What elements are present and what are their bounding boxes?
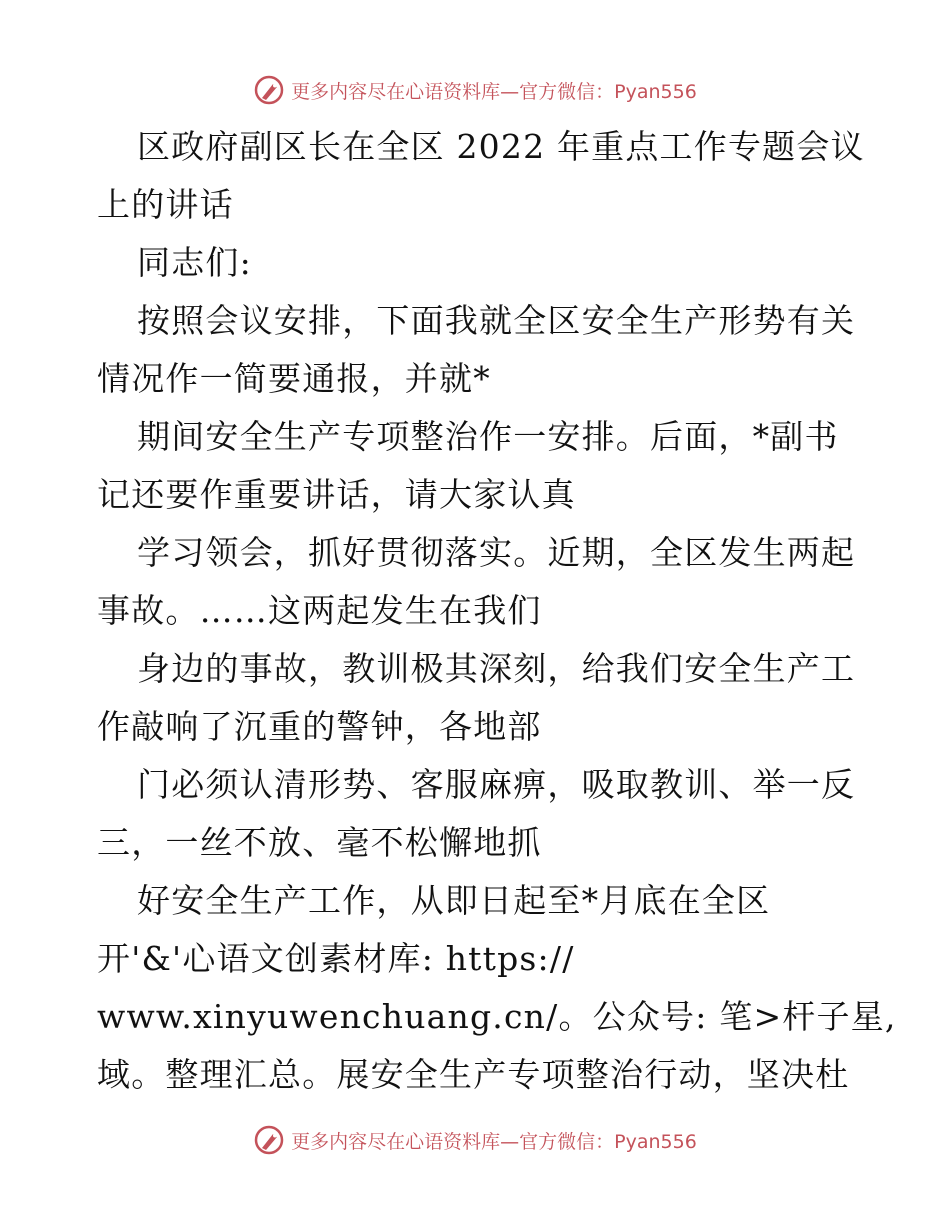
paragraph-line: 学习领会，抓好贯彻落实。近期，全区发生两起 bbox=[137, 533, 856, 572]
paragraph-line: 情况作一简要通报，并就* bbox=[97, 359, 491, 398]
title-line-2: 上的讲话 bbox=[97, 185, 234, 224]
pen-logo-icon bbox=[253, 1124, 285, 1156]
paragraph-line: 身边的事故，教训极其深刻，给我们安全生产工 bbox=[137, 649, 856, 688]
paragraph-line: 域。整理汇总。展安全生产专项整治行动，坚决杜 bbox=[97, 1055, 850, 1094]
paragraph-line: 三，一丝不放、毫不松懈地抓 bbox=[97, 823, 542, 862]
paragraph-line: 按照会议安排，下面我就全区安全生产形势有关 bbox=[137, 301, 856, 340]
header-banner-text: 更多内容尽在心语资料库—官方微信：Pyan556 bbox=[291, 80, 697, 103]
salutation: 同志们: bbox=[137, 243, 252, 282]
footer-watermark-banner bbox=[0, 1118, 950, 1162]
header-watermark-banner bbox=[0, 68, 950, 112]
paragraph-line: 门必须认清形势、客服麻痹，吸取教训、举一反 bbox=[137, 765, 856, 804]
paragraph-line: 记还要作重要讲话，请大家认真 bbox=[97, 475, 576, 514]
pen-logo-icon bbox=[253, 74, 285, 106]
paragraph-line: 作敲响了沉重的警钟，各地部 bbox=[97, 707, 542, 746]
footer-banner-text: 更多内容尽在心语资料库—官方微信：Pyan556 bbox=[291, 1130, 697, 1153]
paragraph-line: 期间安全生产专项整治作一安排。后面，*副书 bbox=[137, 417, 839, 456]
paragraph-line: 开'&'心语文创素材库: https:// bbox=[97, 939, 575, 978]
paragraph-line: www.xinyuwenchuang.cn/。公众号: 笔>杆子星, bbox=[97, 997, 897, 1036]
paragraph-line: 好安全生产工作，从即日起至*月底在全区 bbox=[137, 881, 771, 920]
paragraph-line: 事故。……这两起发生在我们 bbox=[97, 591, 542, 630]
document-body bbox=[97, 118, 897, 1104]
title-line-1: 区政府副区长在全区 2022 年重点工作专题会议 bbox=[137, 127, 865, 166]
